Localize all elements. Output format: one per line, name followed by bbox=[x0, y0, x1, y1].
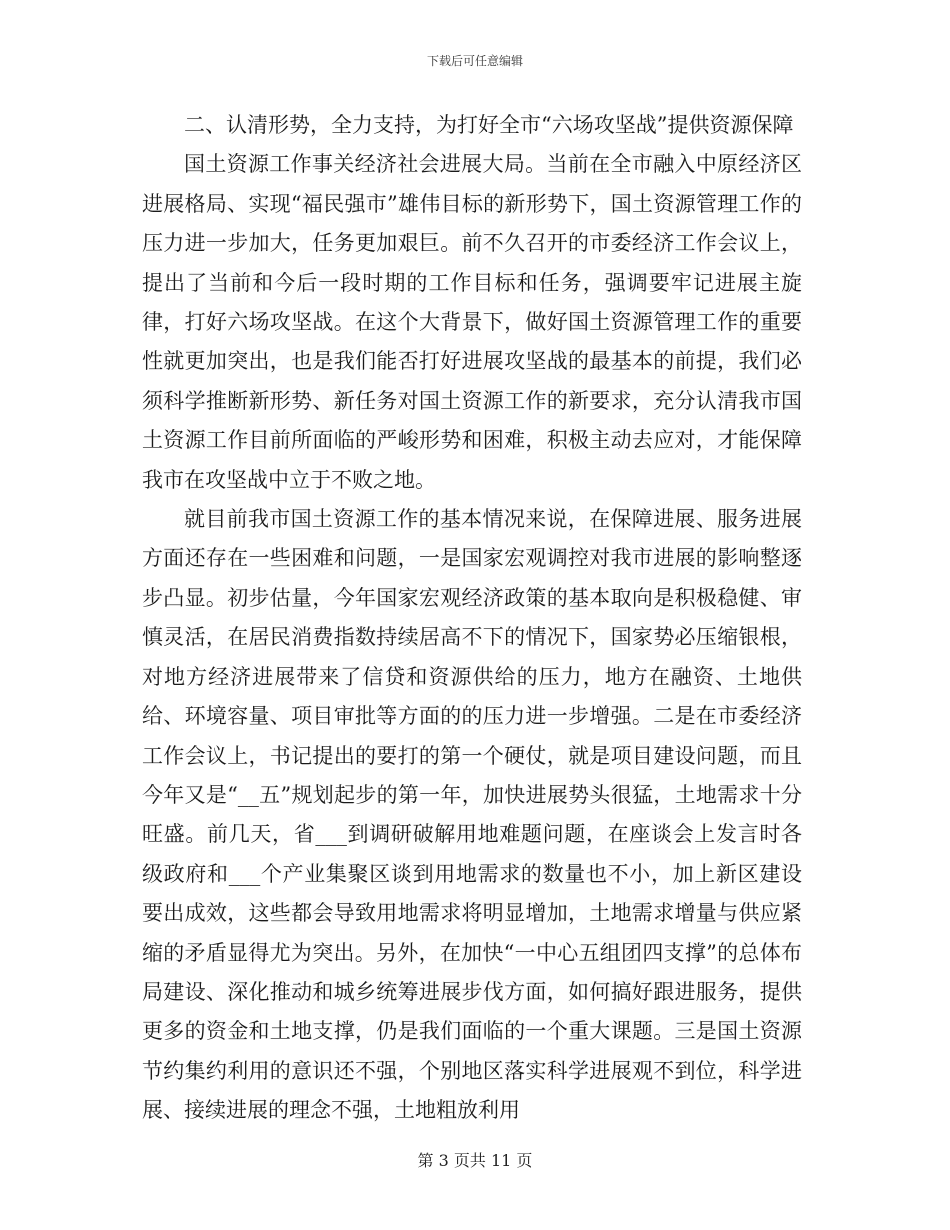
section-heading: 二、认清形势，全力支持，为打好全市“六场攻坚战”提供资源保障 bbox=[184, 113, 794, 137]
page-number: 第 3 页共 11 页 bbox=[417, 1151, 533, 1170]
body-paragraph: 国土资源工作事关经济社会进展大局。当前在全市融入中原经济区进展格局、实现“福民强市”雄伟目标的新形势下，国土资源管理工作的压力进一步加大，任务更加艰巨。前不久召开的市委经济工作会议上，提出了当前和今后一段时期的工作目标和任务，强调要牢记进展主旋律，打好六场攻坚战。在这个大背景下，做好国土资源管理工作的重要性就更加突出，也是我们能否打好进展攻坚战的最基本的前提，我们必须科学推断新形势、新任务对国土资源工作的新要求，充分认清我市国土资源工作目前所面临的严峻形势和困难，积极主动去应对，才能保障我市在攻坚战中立于不败之地。 bbox=[142, 152, 802, 492]
page-header-note: 下载后可任意编辑 bbox=[426, 54, 523, 68]
document-body bbox=[142, 106, 802, 1131]
body-paragraph: 就目前我市国土资源工作的基本情况来说，在保障进展、服务进展方面还存在一些困难和问题，一是国家宏观调控对我市进展的影响整逐步凸显。初步估量，今年国家宏观经济政策的基本取向是积极稳健、审慎灵活，在居民消费指数持续居高不下的情况下，国家势必压缩银根，对地方经济进展带来了信贷和资源供给的压力，地方在融资、土地供给、环境容量、项目审批等方面的的压力进一步增强。二是在市委经济工作会议上，书记提出的要打的第一个硬仗，就是项目建设问题，而且今年又是“__五”规划起步的第一年，加快进展势头很猛，土地需求十分旺盛。前几天，省___到调研破解用地难题问题，在座谈会上发言时各级政府和___个产业集聚区谈到用地需求的数量也不小，加上新区建设要出成效，这些都会导致用地需求将明显增加，土地需求增量与供应紧缩的矛盾显得尤为突出。另外，在加快“一中心五组团四支撑”的总体布局建设、深化推动和城乡统筹进展步伐方面，如何搞好跟进服务，提供更多的资金和土地支撑，仍是我们面临的一个重大课题。三是国土资源节约集约利用的意识还不强，个别地区落实科学进展观不到位，科学进展、接续进展的理念不强，土地粗放利用 bbox=[142, 507, 802, 1123]
